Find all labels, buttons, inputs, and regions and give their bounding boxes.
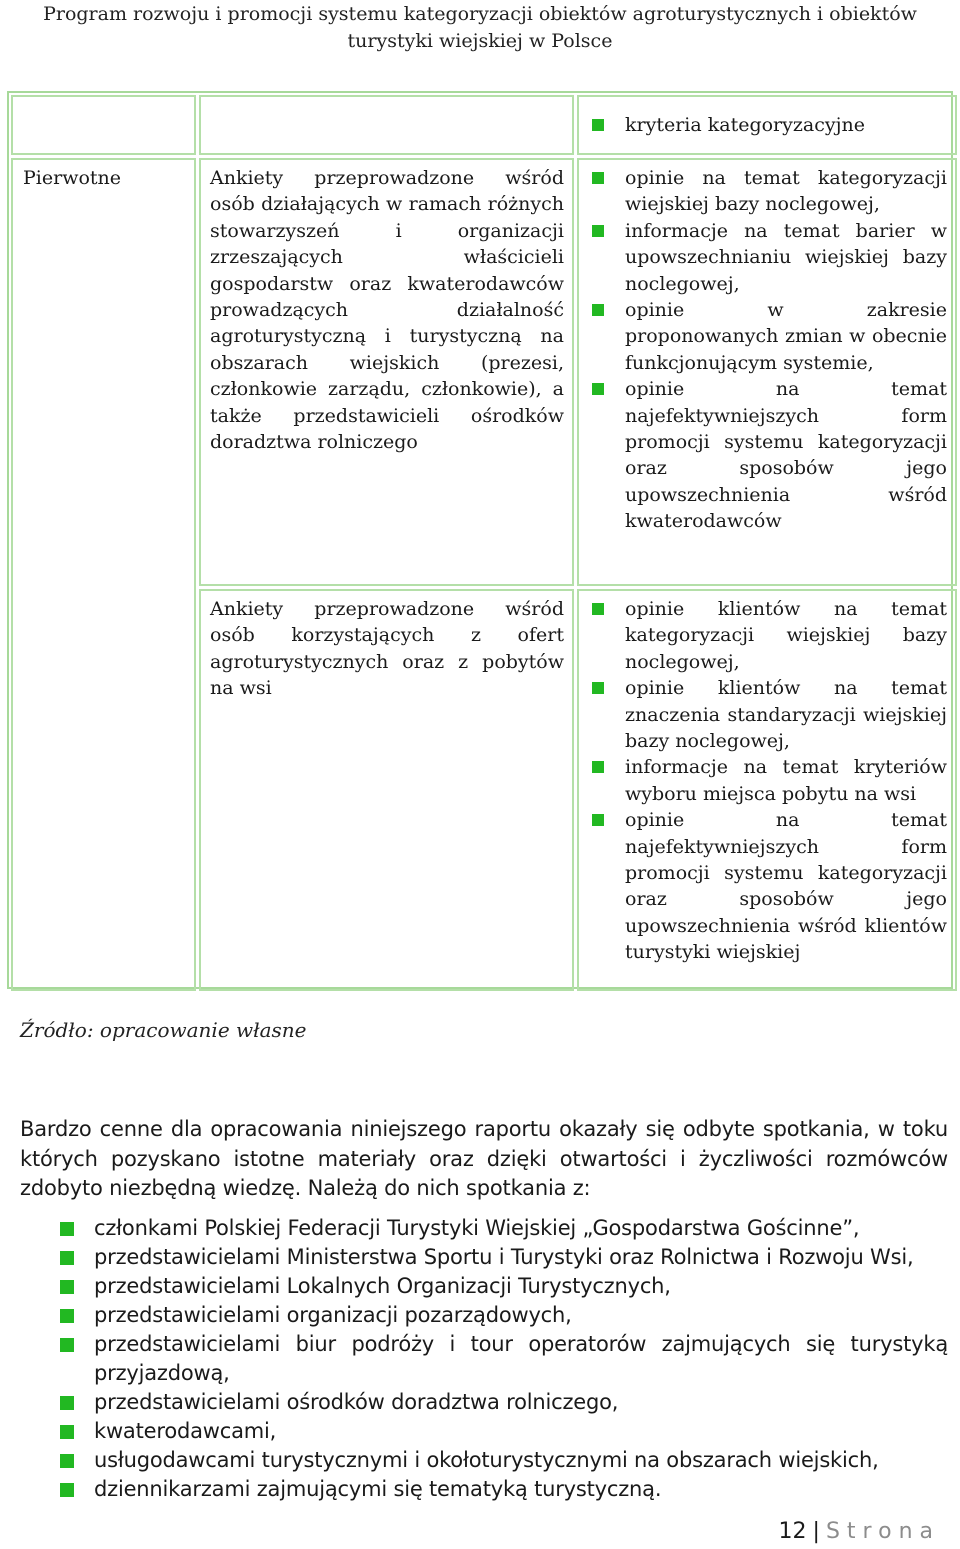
list-item [60, 1446, 948, 1475]
list-item [60, 1417, 948, 1446]
list-item [591, 165, 947, 218]
list-item [591, 376, 947, 534]
header-line-2: turystyki wiejskiej w Polsce [347, 30, 613, 52]
list-item [60, 1301, 948, 1330]
table-header-empty-1 [11, 95, 196, 155]
header-line-1: Program rozwoju i promocji systemu kategoryzacji obiektów agroturystycznych i obiektów [43, 3, 917, 25]
list-item-text: członkami Polskiej Federacji Turystyki Wiejskiej „Gospodarstwa Gościnne”, [94, 1216, 860, 1240]
row-label-text: Pierwotne [23, 167, 122, 189]
bullet-square-icon [60, 1338, 74, 1352]
bullet-square-icon [592, 383, 604, 395]
row-label-primary [11, 158, 196, 991]
page-word: Strona [825, 1519, 940, 1544]
bullet-square-icon [60, 1483, 74, 1497]
list-item-text: dziennikarzami zajmującymi się tematyką turystyczną. [94, 1477, 662, 1501]
bullet-square-icon [592, 119, 604, 131]
row1-source-cell [199, 158, 574, 586]
meetings-list [60, 1214, 948, 1504]
footer-separator: | [812, 1519, 820, 1544]
list-item-text: przedstawicielami organizacji pozarządowych, [94, 1303, 572, 1327]
row1-criteria-list [591, 165, 947, 535]
list-item [60, 1214, 948, 1243]
list-item-text: informacje na temat barier w upowszechnianiu wiejskiej bazy noclegowej, [625, 219, 947, 295]
list-item-text: usługodawcami turystycznymi i okołoturystycznymi na obszarach wiejskich, [94, 1448, 879, 1472]
list-item-text: opinie na temat kategoryzacji wiejskiej bazy noclegowej, [625, 167, 947, 216]
list-item-text: przedstawicielami biur podróży i tour operatorów zajmujących się turystyką przyjazdową, [94, 1332, 948, 1385]
list-item-text: opinie na temat najefektywniejszych form promocji systemu kategoryzacji oraz sposobów jego upowszechnienia wśród kwaterodawców [625, 378, 947, 533]
list-item-text: opinie klientów na temat znaczenia standaryzacji wiejskiej bazy noclegowej, [625, 677, 947, 753]
source-note: Źródło: opracowanie własne [20, 1018, 307, 1042]
bullet-square-icon [592, 603, 604, 615]
bullet-square-icon [60, 1222, 74, 1236]
body-paragraph: Bardzo cenne dla opracowania niniejszego raportu okazały się odbyte spotkania, w toku których pozyskano istotne materiały oraz dzięki otwartości i życzliwości rozmówców zdobyto niezbędną wiedzę. Należą do nich spotkania z: [20, 1117, 948, 1200]
table-header-empty-2 [199, 95, 574, 155]
row2-criteria-list [591, 596, 947, 966]
bullet-square-icon [60, 1454, 74, 1468]
bullet-square-icon [592, 761, 604, 773]
row1-criteria-cell [577, 158, 957, 586]
bullet-square-icon [60, 1396, 74, 1410]
list-item-text: przedstawicielami Lokalnych Organizacji Turystycznych, [94, 1274, 671, 1298]
row2-criteria-cell [577, 589, 957, 991]
page-number: 12 [778, 1519, 807, 1544]
row2-source-cell [199, 589, 574, 991]
bullet-square-icon [592, 682, 604, 694]
row1-source-text: Ankiety przeprowadzone wśród osób działających w ramach różnych stowarzyszeń i organizacji zrzeszających właścicieli gospodarstw oraz kwaterodawców prowadzących działalność agroturystyczną i turystyczną na obszarach wiejskich (prezesi, członkowie zarządu, członkowie), a także przedstawicieli ośrodków doradztwa rolniczego [210, 167, 564, 454]
list-item-text: informacje na temat kryteriów wyboru miejsca pobytu na wsi [625, 756, 947, 805]
list-item [591, 596, 947, 675]
page-footer [779, 1519, 940, 1544]
list-item [591, 754, 947, 807]
list-item [60, 1243, 948, 1272]
list-item-text: opinie klientów na temat kategoryzacji wiejskiej bazy noclegowej, [625, 598, 947, 673]
list-item-text: opinie w zakresie proponowanych zmian w obecnie funkcjonującym systemie, [625, 299, 947, 374]
list-item [591, 218, 947, 297]
bullet-square-icon [60, 1280, 74, 1294]
list-item [60, 1330, 948, 1388]
bullet-square-icon [60, 1425, 74, 1439]
bullet-square-icon [592, 225, 604, 237]
list-item [591, 297, 947, 376]
list-item [60, 1272, 948, 1301]
list-item-text: przedstawicielami Ministerstwa Sportu i Turystyki oraz Rolnictwa i Rozwoju Wsi, [94, 1245, 914, 1269]
list-item-text: opinie na temat najefektywniejszych form promocji systemu kategoryzacji oraz sposobów jego upowszechnienia wśród klientów turystyki wiejskiej [625, 809, 947, 964]
row2-source-text: Ankiety przeprowadzone wśród osób korzystających z ofert agroturystycznych oraz z pobytów na wsi [210, 598, 564, 700]
bullet-square-icon [60, 1251, 74, 1265]
research-methods-table [7, 91, 953, 989]
page-header [0, 0, 960, 55]
table-header-criteria [577, 95, 957, 155]
bullet-square-icon [60, 1309, 74, 1323]
bullet-square-icon [592, 304, 604, 316]
bullet-square-icon [592, 172, 604, 184]
criteria-header-label: kryteria kategoryzacyjne [625, 113, 865, 136]
list-item [591, 112, 947, 138]
list-item-text: kwaterodawcami, [94, 1419, 277, 1443]
list-item [591, 675, 947, 754]
bullet-square-icon [592, 814, 604, 826]
list-item [591, 807, 947, 965]
list-item [60, 1388, 948, 1417]
list-item-text: przedstawicielami ośrodków doradztwa rolniczego, [94, 1390, 619, 1414]
list-item [60, 1475, 948, 1504]
